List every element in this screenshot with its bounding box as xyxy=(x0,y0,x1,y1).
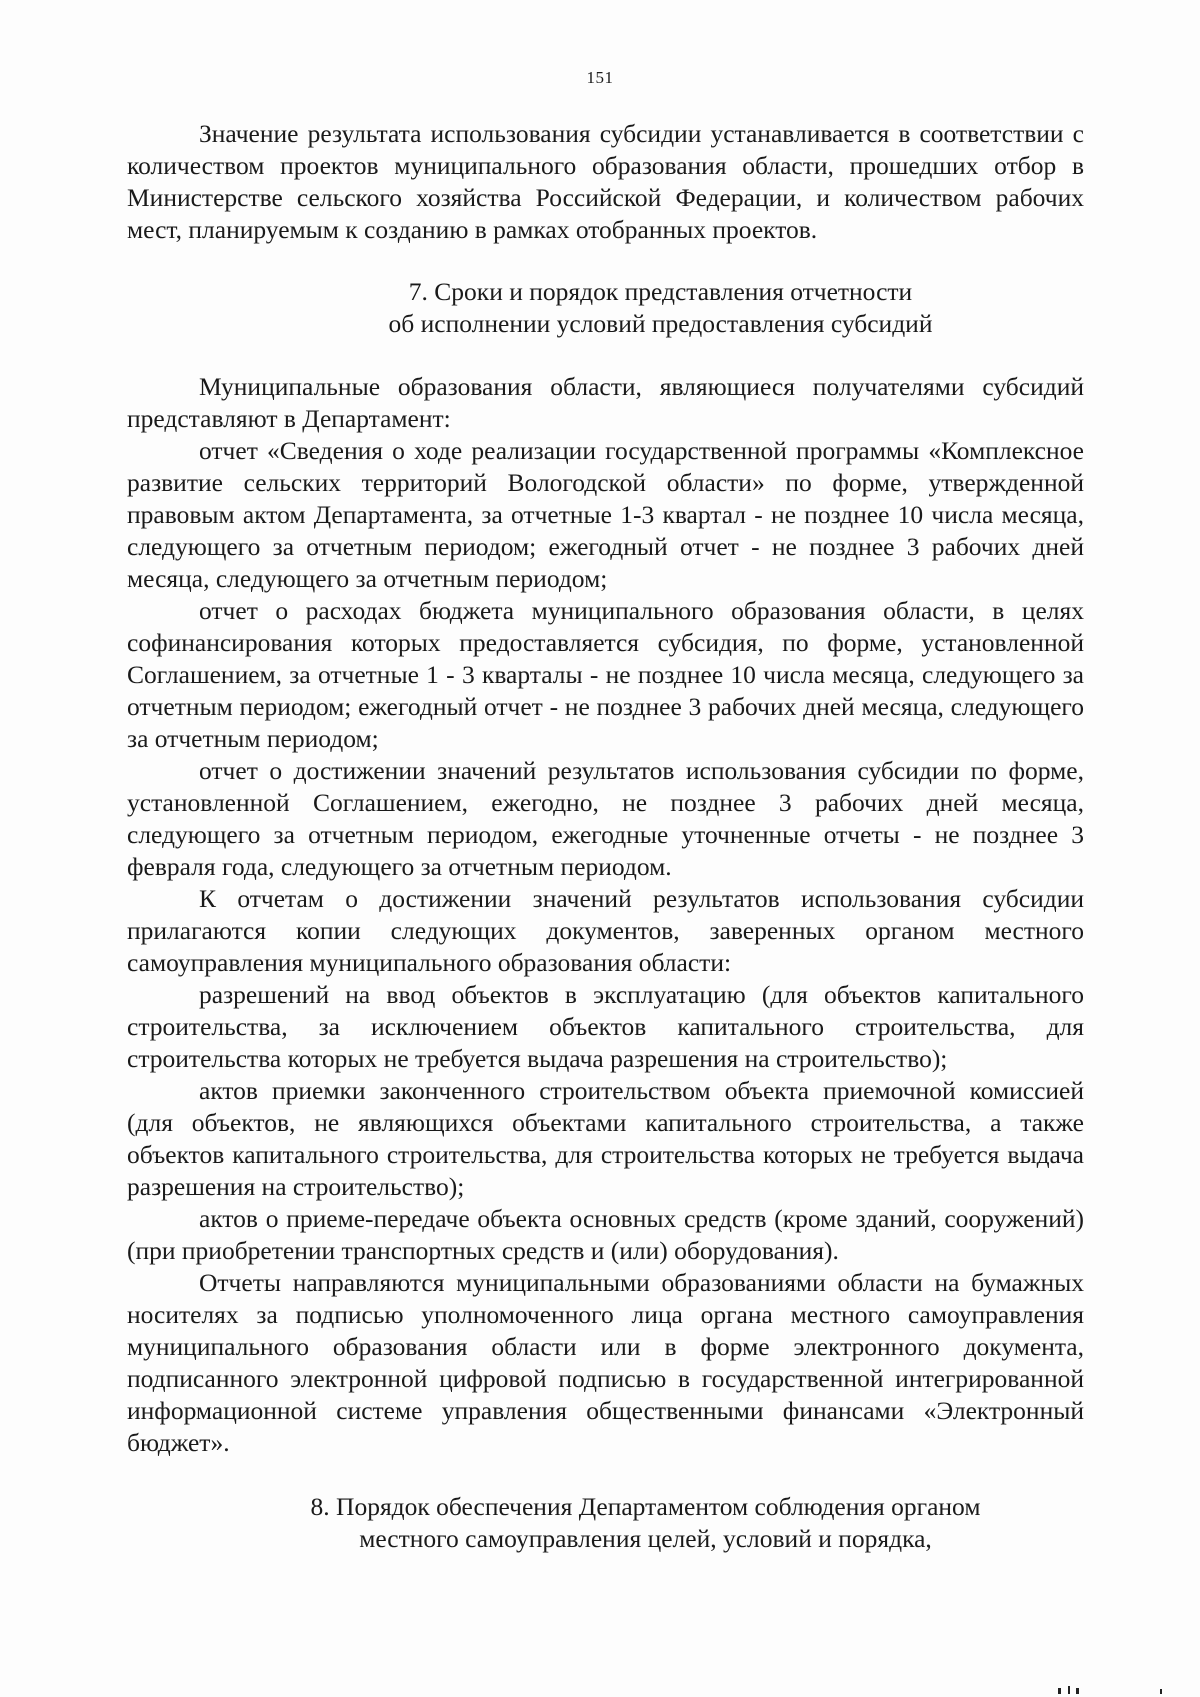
section-7-paragraph: актов о приеме-передаче объекта основных средств (кроме зданий, сооружений) (при приобретении транспортных средств и (или) оборудования). xyxy=(127,1204,1084,1265)
section-8-title-line-2: местного самоуправления целей, условий и порядка, xyxy=(359,1524,932,1553)
scan-artifact xyxy=(1076,1688,1079,1694)
section-7-paragraph: актов приемки законченного строительством объекта приемочной комиссией (для объектов, не являющихся объектами капитального строительства, а также объектов капитального строительства, для строительства которых не требуется выдача разрешения на строительство); xyxy=(127,1076,1084,1201)
section-7-paragraph: Муниципальные образования области, являющиеся получателями субсидий представляют в Департамент: xyxy=(127,372,1084,433)
section-7-heading xyxy=(127,276,1084,340)
section-7-paragraph: К отчетам о достижении значений результатов использования субсидии прилагаются копии следующих документов, заверенных органом местного самоуправления муниципального образования области: xyxy=(127,884,1084,977)
scan-artifact xyxy=(1058,1688,1061,1694)
section-7-body xyxy=(127,371,1084,1459)
intro-paragraph: Значение результата использования субсидии устанавливается в соответствии с количеством проектов муниципального образования области, прошедших отбор в Министерстве сельского хозяйства Российской Федерации, и количеством рабочих мест, планируемым к созданию в рамках отобранных проектов. xyxy=(127,119,1084,244)
section-8-heading xyxy=(127,1491,1084,1555)
section-7-paragraph: разрешений на ввод объектов в эксплуатацию (для объектов капитального строительства, за исключением объектов капитального строительства, для строительства которых не требуется выдача разрешения на строительство); xyxy=(127,980,1084,1073)
document-body xyxy=(127,118,1084,1555)
section-7-paragraph: отчет о расходах бюджета муниципального образования области, в целях софинансирования которых предоставляется субсидия, по форме, установленной Соглашением, за отчетные 1 - 3 кварталы - не позднее 10 числа месяца, следующего за отчетным периодом; ежегодный отчет - не позднее 3 рабочих дней месяца, следующего за отчетным периодом; xyxy=(127,596,1084,753)
section-7-title-line-1: 7. Сроки и порядок представления отчетности xyxy=(408,277,913,306)
scan-artifact xyxy=(1068,1686,1070,1694)
scan-artifact xyxy=(1160,1689,1162,1694)
section-7-paragraph: отчет о достижении значений результатов использования субсидии по форме, установленной Соглашением, ежегодно, не позднее 3 рабочих дней месяца, следующего за отчетным периодом, ежегодные уточненные отчеты - не позднее 3 февраля года, следующего за отчетным периодом. xyxy=(127,756,1084,881)
section-8-title-line-1: 8. Порядок обеспечения Департаментом соблюдения органом xyxy=(310,1492,981,1521)
section-7-paragraph: отчет «Сведения о ходе реализации государственной программы «Комплексное развитие сельских территорий Вологодской области» по форме, утвержденной правовым актом Департамента, за отчетные 1-3 квартал - не позднее 10 числа месяца, следующего за отчетным периодом; ежегодный отчет - не позднее 3 рабочих дней месяца, следующего за отчетным периодом; xyxy=(127,436,1084,593)
page-number: 151 xyxy=(586,68,614,87)
section-7-title-line-2: об исполнении условий предоставления субсидий xyxy=(388,309,933,338)
section-7-paragraph: Отчеты направляются муниципальными образованиями области на бумажных носителях за подписью уполномоченного лица органа местного самоуправления муниципального образования области или в форме электронного документа, подписанного электронной цифровой подписью в государственной интегрированной информационной системе управления общественными финансами «Электронный бюджет». xyxy=(127,1268,1084,1457)
